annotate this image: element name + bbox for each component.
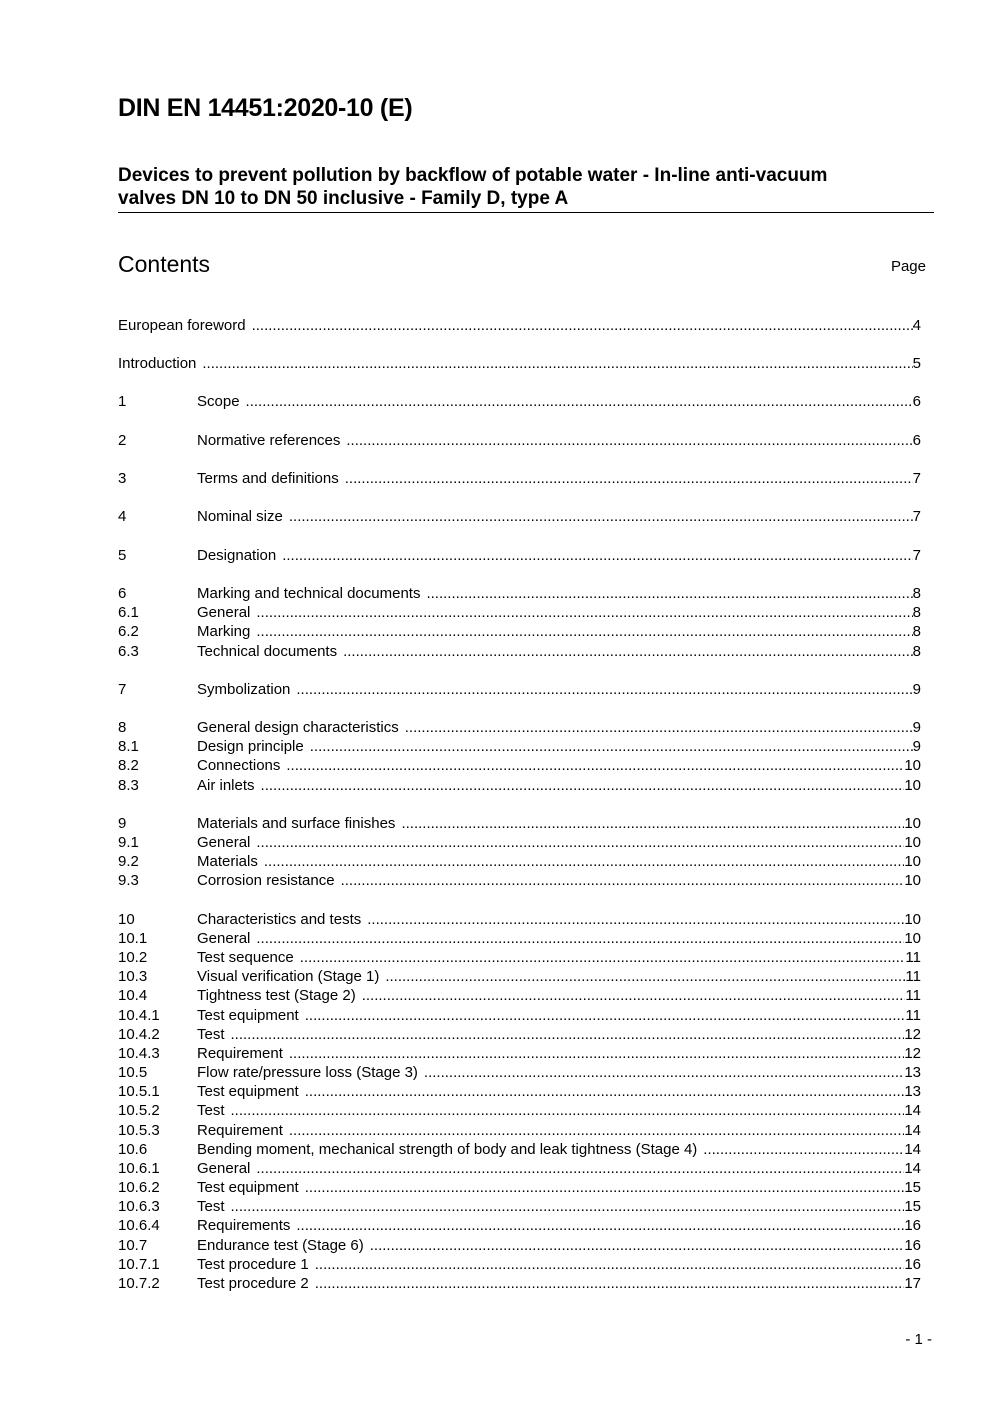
toc-entry-title: General design characteristics [197, 719, 399, 736]
toc-entry[interactable] [118, 852, 921, 871]
toc-entry[interactable] [118, 546, 921, 565]
toc-entry[interactable] [118, 756, 921, 775]
toc-dot-leader [703, 1140, 904, 1159]
toc-dot-leader [202, 354, 912, 373]
toc-entry-title: Requirements [197, 1217, 291, 1234]
toc-entry-number: 1 [118, 393, 127, 410]
toc-dot-leader [385, 967, 905, 986]
toc-entry-number: 7 [118, 681, 127, 698]
toc-entry[interactable] [118, 986, 921, 1005]
toc-entry-page: 5 [912, 355, 921, 372]
toc-entry-page: 10 [904, 834, 921, 851]
toc-entry[interactable] [118, 431, 921, 450]
toc-entry[interactable] [118, 316, 921, 335]
toc-entry-title: General [197, 1160, 251, 1177]
toc-entry-page: 7 [912, 470, 921, 487]
toc-dot-leader [289, 1121, 904, 1140]
toc-entry-title: Nominal size [197, 508, 283, 525]
toc-entry-title: Corrosion resistance [197, 872, 335, 889]
toc-entry-number: 8.3 [118, 777, 139, 794]
toc-dot-leader [346, 431, 912, 450]
toc-entry[interactable] [118, 1274, 921, 1293]
toc-entry-title: Test sequence [197, 949, 294, 966]
toc-dot-leader [305, 1178, 905, 1197]
toc-entry-title: Test equipment [197, 1179, 299, 1196]
toc-entry[interactable] [118, 1159, 921, 1178]
toc-entry[interactable] [118, 814, 921, 833]
toc-entry-number: 10.7.1 [118, 1256, 160, 1273]
toc-entry-title: Introduction [118, 355, 197, 372]
toc-entry-title: Materials and surface finishes [197, 815, 396, 832]
toc-entry-title: Normative references [197, 432, 341, 449]
toc-entry-title: Bending moment, mechanical strength of body and leak tightness (Stage 4) [197, 1141, 698, 1158]
toc-dot-leader [370, 1236, 905, 1255]
toc-entry[interactable] [118, 622, 921, 641]
toc-dot-leader [341, 871, 905, 890]
toc-entry-number: 10.4 [118, 987, 148, 1004]
toc-entry-title: Test equipment [197, 1083, 299, 1100]
toc-entry-number: 10.4.3 [118, 1045, 160, 1062]
toc-dot-leader [343, 642, 913, 661]
toc-dot-leader [256, 833, 904, 852]
toc-entry-title: Requirement [197, 1122, 283, 1139]
document-id: DIN EN 14451:2020-10 (E) [118, 94, 413, 122]
toc-entry-title: Marking and technical documents [197, 585, 421, 602]
toc-entry[interactable] [118, 1216, 921, 1235]
toc-entry[interactable] [118, 1140, 921, 1159]
document-title-line-2: valves DN 10 to DN 50 inclusive - Family D, type A [118, 188, 569, 209]
toc-entry-page: 9 [912, 719, 921, 736]
toc-dot-leader [231, 1101, 905, 1120]
document-title-line-1: Devices to prevent pollution by backflow of potable water - In-line anti-vacuum [118, 165, 828, 186]
toc-dot-leader [289, 507, 913, 526]
toc-dot-leader [401, 814, 904, 833]
toc-dot-leader [296, 1216, 904, 1235]
toc-entry-page: 10 [904, 872, 921, 889]
toc-entry-page: 12 [904, 1026, 921, 1043]
toc-dot-leader [256, 622, 912, 641]
toc-dot-leader [252, 316, 913, 335]
toc-dot-leader [310, 737, 913, 756]
toc-entry[interactable] [118, 507, 921, 526]
toc-entry-page: 11 [905, 968, 921, 985]
toc-entry-title: Technical documents [197, 643, 338, 660]
toc-dot-leader [256, 929, 904, 948]
toc-entry-page: 14 [904, 1102, 921, 1119]
toc-entry-number: 10.6.2 [118, 1179, 160, 1196]
toc-entry-page: 10 [904, 853, 921, 870]
toc-entry-title: Marking [197, 623, 251, 640]
toc-entry-title: Designation [197, 547, 277, 564]
toc-entry-number: 6 [118, 585, 127, 602]
toc-entry-page: 12 [904, 1045, 921, 1062]
toc-entry[interactable] [118, 967, 921, 986]
toc-dot-leader [264, 852, 904, 871]
toc-entry-title: Connections [197, 757, 281, 774]
toc-entry-page: 9 [912, 681, 921, 698]
toc-entry[interactable] [118, 1006, 921, 1025]
toc-entry-page: 11 [905, 1007, 921, 1024]
toc-entry-page: 8 [912, 585, 921, 602]
toc-entry-number: 10.3 [118, 968, 148, 985]
toc-entry[interactable] [118, 392, 921, 411]
toc-dot-leader [300, 948, 906, 967]
toc-entry[interactable] [118, 1025, 921, 1044]
toc-entry-page: 16 [904, 1237, 921, 1254]
toc-entry-title: Materials [197, 853, 258, 870]
toc-entry-number: 10.7.2 [118, 1275, 160, 1292]
toc-entry-number: 6.3 [118, 643, 139, 660]
toc-entry-number: 10.5.1 [118, 1083, 160, 1100]
toc-entry-title: Requirement [197, 1045, 283, 1062]
toc-entry-title: Test [197, 1198, 225, 1215]
toc-entry-page: 7 [912, 508, 921, 525]
footer-page-number: - 1 - [905, 1331, 932, 1348]
document-title [118, 164, 934, 213]
toc-entry[interactable] [118, 1197, 921, 1216]
toc-entry-page: 11 [905, 949, 921, 966]
toc-entry-title: Design principle [197, 738, 304, 755]
toc-entry-number: 9.1 [118, 834, 139, 851]
toc-entry-title: Test [197, 1102, 225, 1119]
toc-dot-leader [305, 1082, 905, 1101]
toc-entry-number: 9.3 [118, 872, 139, 889]
toc-entry-number: 10.4.1 [118, 1007, 160, 1024]
toc-entry[interactable] [118, 354, 921, 373]
toc-entry[interactable] [118, 910, 921, 929]
toc-dot-leader [246, 392, 913, 411]
toc-entry[interactable] [118, 1063, 921, 1082]
toc-dot-leader [231, 1025, 905, 1044]
toc-entry-number: 10.2 [118, 949, 148, 966]
toc-dot-leader [367, 910, 904, 929]
toc-entry[interactable] [118, 833, 921, 852]
toc-entry-title: Air inlets [197, 777, 255, 794]
toc-entry[interactable] [118, 1101, 921, 1120]
toc-entry[interactable] [118, 1178, 921, 1197]
toc-entry-page: 10 [904, 777, 921, 794]
toc-entry-page: 6 [912, 432, 921, 449]
toc-entry-page: 10 [904, 930, 921, 947]
toc-entry[interactable] [118, 1255, 921, 1274]
toc-entry-number: 8.1 [118, 738, 139, 755]
toc-entry-page: 9 [912, 738, 921, 755]
toc-dot-leader [305, 1006, 906, 1025]
toc-entry-number: 3 [118, 470, 127, 487]
toc-entry-title: Terms and definitions [197, 470, 339, 487]
toc-entry-page: 15 [904, 1179, 921, 1196]
toc-entry-page: 8 [912, 604, 921, 621]
toc-entry-number: 10.4.2 [118, 1026, 160, 1043]
toc-entry-page: 16 [904, 1217, 921, 1234]
toc-entry-page: 8 [912, 643, 921, 660]
toc-entry-page: 13 [904, 1064, 921, 1081]
toc-entry[interactable] [118, 737, 921, 756]
toc-entry-title: Scope [197, 393, 240, 410]
toc-entry-number: 10.7 [118, 1237, 148, 1254]
toc-entry-number: 4 [118, 508, 127, 525]
toc-entry[interactable] [118, 1082, 921, 1101]
toc-entry-page: 10 [904, 757, 921, 774]
toc-entry-page: 10 [904, 911, 921, 928]
toc-entry[interactable] [118, 1236, 921, 1255]
toc-entry-title: Flow rate/pressure loss (Stage 3) [197, 1064, 418, 1081]
toc-entry[interactable] [118, 680, 921, 699]
toc-dot-leader [426, 584, 912, 603]
toc-entry-number: 10.6.1 [118, 1160, 160, 1177]
toc-entry-number: 10.5.3 [118, 1122, 160, 1139]
toc-entry[interactable] [118, 603, 921, 622]
toc-dot-leader [289, 1044, 904, 1063]
toc-entry-title: General [197, 834, 251, 851]
toc-entry-page: 14 [904, 1141, 921, 1158]
toc-entry-title: European foreword [118, 317, 246, 334]
toc-entry[interactable] [118, 871, 921, 890]
toc-entry-page: 15 [904, 1198, 921, 1215]
toc-entry-number: 6.1 [118, 604, 139, 621]
toc-entry-number: 5 [118, 547, 127, 564]
toc-entry-title: General [197, 604, 251, 621]
toc-entry-number: 10.6 [118, 1141, 148, 1158]
toc-entry-number: 9.2 [118, 853, 139, 870]
toc-entry-number: 10.1 [118, 930, 148, 947]
page-column-heading: Page [890, 258, 926, 275]
toc-dot-leader [315, 1274, 905, 1293]
toc-dot-leader [362, 986, 906, 1005]
toc-entry-title: Tightness test (Stage 2) [197, 987, 356, 1004]
toc-dot-leader [256, 1159, 904, 1178]
toc-entry[interactable] [118, 776, 921, 795]
toc-dot-leader [256, 603, 912, 622]
toc-entry-page: 14 [904, 1122, 921, 1139]
toc-entry-number: 6.2 [118, 623, 139, 640]
toc-entry[interactable] [118, 469, 921, 488]
toc-entry-title: Characteristics and tests [197, 911, 362, 928]
toc-entry-title: Test procedure 1 [197, 1256, 309, 1273]
toc-entry[interactable] [118, 642, 921, 661]
toc-entry-page: 4 [912, 317, 921, 334]
contents-heading: Contents [118, 251, 211, 277]
toc-entry-number: 8 [118, 719, 127, 736]
toc-entry-number: 10.6.3 [118, 1198, 160, 1215]
toc-entry[interactable] [118, 948, 921, 967]
toc-dot-leader [315, 1255, 905, 1274]
toc-entry-title: Test procedure 2 [197, 1275, 309, 1292]
toc-dot-leader [296, 680, 912, 699]
toc-dot-leader [405, 718, 913, 737]
toc-dot-leader [261, 776, 905, 795]
toc-entry-page: 6 [912, 393, 921, 410]
toc-entry-number: 10.5 [118, 1064, 148, 1081]
toc-entry-page: 10 [904, 815, 921, 832]
toc-entry-title: Endurance test (Stage 6) [197, 1237, 364, 1254]
toc-entry-title: General [197, 930, 251, 947]
toc-entry-page: 11 [905, 987, 921, 1004]
toc-entry-page: 17 [904, 1275, 921, 1292]
toc-entry-title: Visual verification (Stage 1) [197, 968, 380, 985]
toc-entry-number: 2 [118, 432, 127, 449]
toc-entry[interactable] [118, 929, 921, 948]
toc-entry-title: Test equipment [197, 1007, 299, 1024]
toc-entry-page: 14 [904, 1160, 921, 1177]
toc-dot-leader [286, 756, 904, 775]
toc-entry[interactable] [118, 1044, 921, 1063]
toc-entry-page: 16 [904, 1256, 921, 1273]
toc-dot-leader [282, 546, 912, 565]
toc-entry-title: Test [197, 1026, 225, 1043]
toc-entry-number: 10.5.2 [118, 1102, 160, 1119]
toc-entry-number: 8.2 [118, 757, 139, 774]
toc-entry-page: 7 [912, 547, 921, 564]
toc-entry-number: 10 [118, 911, 135, 928]
toc-entry[interactable] [118, 1121, 921, 1140]
toc-dot-leader [231, 1197, 905, 1216]
toc-dot-leader [345, 469, 913, 488]
toc-entry-title: Symbolization [197, 681, 291, 698]
toc-entry-page: 8 [912, 623, 921, 640]
toc-entry-page: 13 [904, 1083, 921, 1100]
toc-entry-number: 10.6.4 [118, 1217, 160, 1234]
toc-entry[interactable] [118, 584, 921, 603]
toc-dot-leader [424, 1063, 904, 1082]
toc-entry[interactable] [118, 718, 921, 737]
toc-entry-number: 9 [118, 815, 127, 832]
